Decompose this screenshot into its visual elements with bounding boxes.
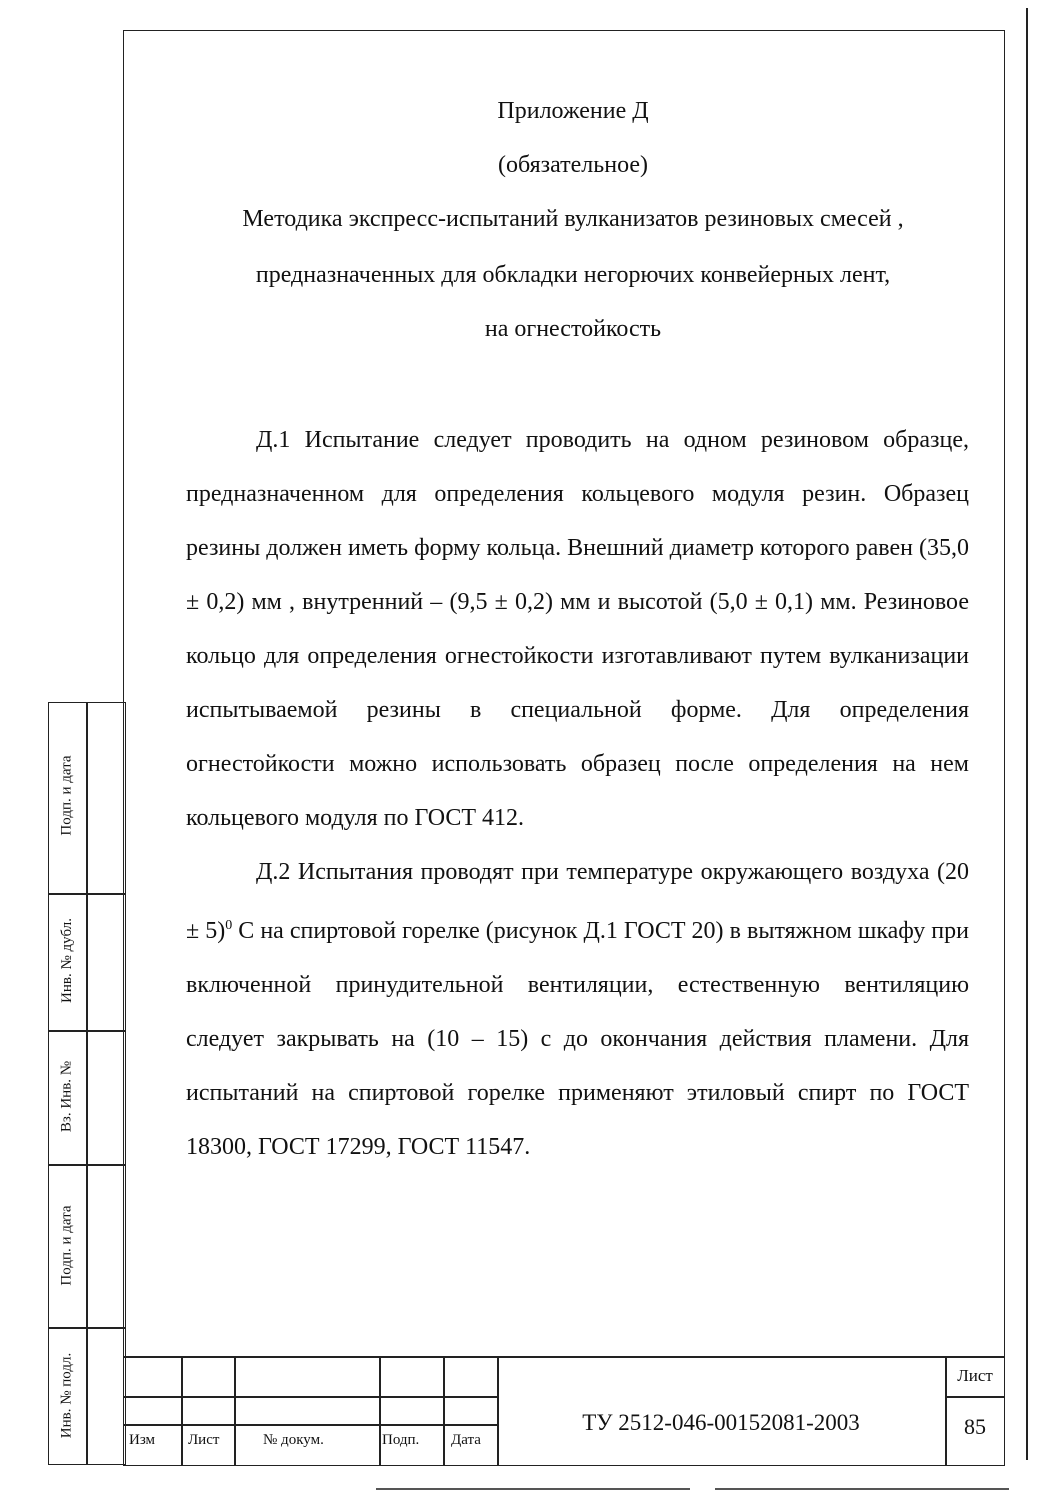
paragraph-d2-part2: С на спиртовой горелке (рисунок Д.1 ГОСТ 20) в вытяжном шкафу при включенной принудительной вентиляции, естественную вентиляцию следует закрывать на (10 – 15) с до окончания действия пламени. Для испытаний на спиртовой горелке применяют этиловый спирт по ГОСТ 18300, ГОСТ 17299, ГОСТ 11547. <box>186 918 969 1160</box>
paragraph-d1: Д.1 Испытание следует проводить на одном резиновом образце, предназначенном для определения кольцевого модуля резин. Образец резины должен иметь форму кольца. Внешний диаметр которого равен (35,0 ± 0,2) мм , внутренний – (9,5 ± 0,2) мм и высотой (5,0 ± 0,1) мм. Резиновое кольцо для определения огнестойкости изготавливают путем вулканизации испытываемой резины в специальной форме. Для определения огнестойкости можно использовать образец после определения на нем кольцевого модуля по ГОСТ 412. <box>186 427 969 831</box>
stamp-label-dup-inventory: Инв. № дубл. <box>59 918 75 1003</box>
sheet-number: 85 <box>964 1414 986 1439</box>
paragraph-d2 <box>186 845 969 1174</box>
stamp-label-original-inventory: Инв. № подл. <box>58 1352 75 1439</box>
stamp-label-sign-date-2: Подп. и дата <box>58 1205 75 1286</box>
column-label-doc-number: № докум. <box>263 1432 324 1448</box>
appendix-title: Приложение Д <box>497 98 649 124</box>
document-code: ТУ 2512-046-00152081-2003 <box>582 1410 860 1435</box>
stamp-label-sign-date-1: Подп. и дата <box>58 755 75 836</box>
body-text <box>186 413 969 1174</box>
column-label-signature: Подп. <box>382 1432 420 1448</box>
column-label-date: Дата <box>451 1432 481 1448</box>
degree-superscript: 0 <box>225 918 233 933</box>
footer-line-left <box>376 1488 690 1490</box>
stamp-label-replacement-inventory: Вз. Инв. № <box>58 1060 75 1133</box>
side-stamp <box>48 702 128 1466</box>
footer-line-right <box>715 1488 1009 1490</box>
method-title-line1: Методика экспресс-испытаний вулканизатов резиновых смесей , <box>242 206 904 232</box>
column-label-change: Изм <box>129 1432 156 1448</box>
right-margin-line <box>1026 8 1028 1460</box>
method-title-line2: предназначенных для обкладки негорючих конвейерных лент, <box>255 262 891 288</box>
paragraph-d2-part1: Д.2 Испытания проводят при температуре окружающего воздуха (20 ± 5) <box>186 859 969 944</box>
sheet-label: Лист <box>957 1366 993 1385</box>
title-block <box>123 1356 1005 1466</box>
appendix-status: (обязательное) <box>498 152 648 178</box>
method-title-line3: на огнестойкость <box>484 316 662 342</box>
column-label-sheet: Лист <box>188 1432 220 1448</box>
